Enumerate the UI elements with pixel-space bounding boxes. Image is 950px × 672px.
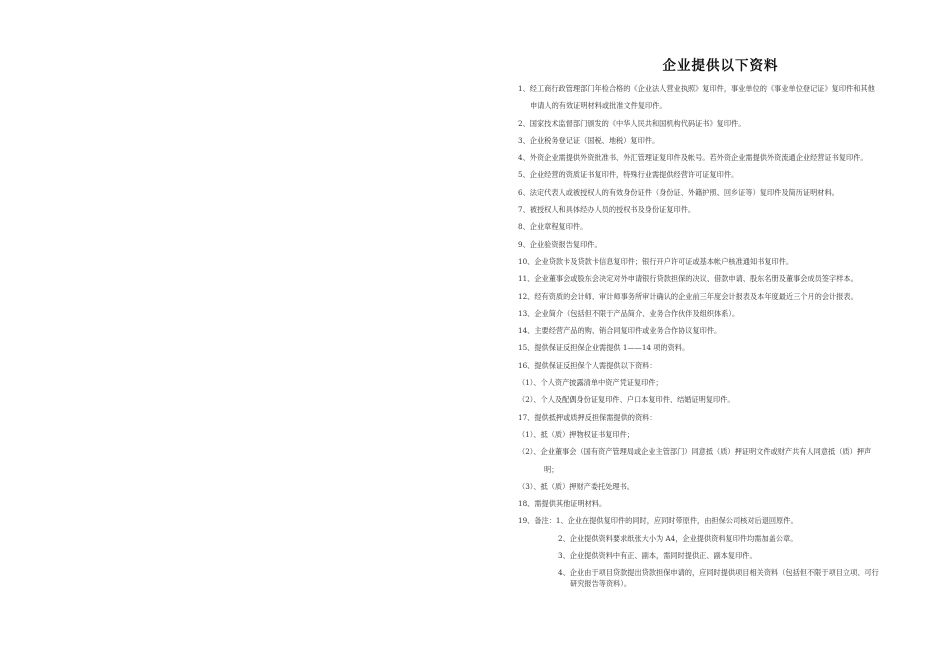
list-item: 4、外资企业需提供外资批准书、外汇管理证复印件及帐号。若外资企业需提供外资流通企业经营证书复印件。 (518, 153, 868, 163)
note-item: 2、企业提供资料要求纸张大小为 A4，企业提供资料复印件均需加盖公章。 (558, 533, 798, 543)
document-title: 企业提供以下资料 (662, 58, 779, 74)
list-item: 18、需提供其他证明材料。 (518, 499, 607, 509)
list-item: 6、法定代表人或被授权人的有效身份证件（身份证、外籍护照、回乡证等）复印件及简历证明材料。 (518, 187, 839, 197)
document-page (518, 54, 923, 589)
list-item: 7、被授权人和具体经办人员的授权书及身份证复印件。 (518, 205, 696, 215)
list-item: 11、企业董事会或股东会决定对外申请银行贷款担保的决议、借款申请、股东名册及董事会成员签字样本。 (518, 274, 858, 284)
note-item: 3、企业提供资料中有正、副本，需同时提供正、副本复印件。 (558, 551, 757, 561)
list-item: 13、企业简介（包括但不限于产品简介、业务合作伙伴及组织体系）。 (518, 308, 740, 318)
list-item: 9、企业验资报告复印件。 (518, 239, 602, 249)
list-item: 1、经工商行政管理部门年检合格的《企业法人营业执照》复印件，事业单位的《事业单位登记证》复印件和其他 (518, 84, 875, 93)
sub-item: （1）、个人资产披露清单中资产凭证复印件； (518, 378, 663, 388)
sub-item-continuation: 明； (544, 464, 559, 474)
list-item: 3、企业税务登记证（国税、地税）复印件。 (518, 135, 660, 145)
list-item: 5、企业经营的资质证书复印件，特殊行业需提供经营许可证复印件。 (518, 170, 739, 180)
note-item: 4、企业由于项目贷款提出贷款担保申请的，应同时提供项目相关资料（包括但不限于项目立项、可行 (558, 568, 879, 578)
note-item-continuation: 研究报告等资料）。 (570, 579, 632, 589)
sub-item: （2）、个人及配偶身份证复印件、户口本复印件、结婚证明复印件。 (518, 395, 735, 405)
list-item-continuation: 申请人的有效证明材料或批准文件复印件。 (530, 101, 667, 111)
sub-item: （3）、抵（质）押财产委托处理书。 (518, 481, 634, 491)
list-item: 17、提供抵押或质押反担保需提供的资料： (518, 412, 657, 422)
list-item: 2、国家技术监督部门颁发的《中华人民共和国机构代码证书》复印件。 (518, 118, 746, 128)
sub-item: （1）、抵（质）押物权证书复印件； (518, 429, 634, 439)
list-item: 14、主要经营产品的购、销合同复印件或业务合作协议复印件。 (518, 326, 722, 336)
list-item: 16、提供保证反担保个人需提供以下资料： (518, 360, 657, 370)
sub-item: （2）、企业董事会（国有资产管理局或企业主管部门）同意抵（质）押证明文件或财产共有人同意抵（质）押声 (518, 447, 872, 457)
list-item: 8、企业章程复印件。 (518, 222, 588, 232)
list-item: 12、经有资质的会计师、审计师事务所审计确认的企业前三年度会计报表及本年度最近三个月的会计报表。 (518, 291, 858, 301)
list-item: 10、企业贷款卡及贷款卡信息复印件；银行开户许可证或基本帐户核准通知书复印件。 (518, 256, 794, 266)
list-item: 19、备注：1、企业在提供复印件的同时，应同时带原件，由担保公司核对后退回原件。 (518, 516, 798, 526)
list-item: 15、提供保证反担保企业需提供 1——14 项的资料。 (518, 343, 690, 353)
